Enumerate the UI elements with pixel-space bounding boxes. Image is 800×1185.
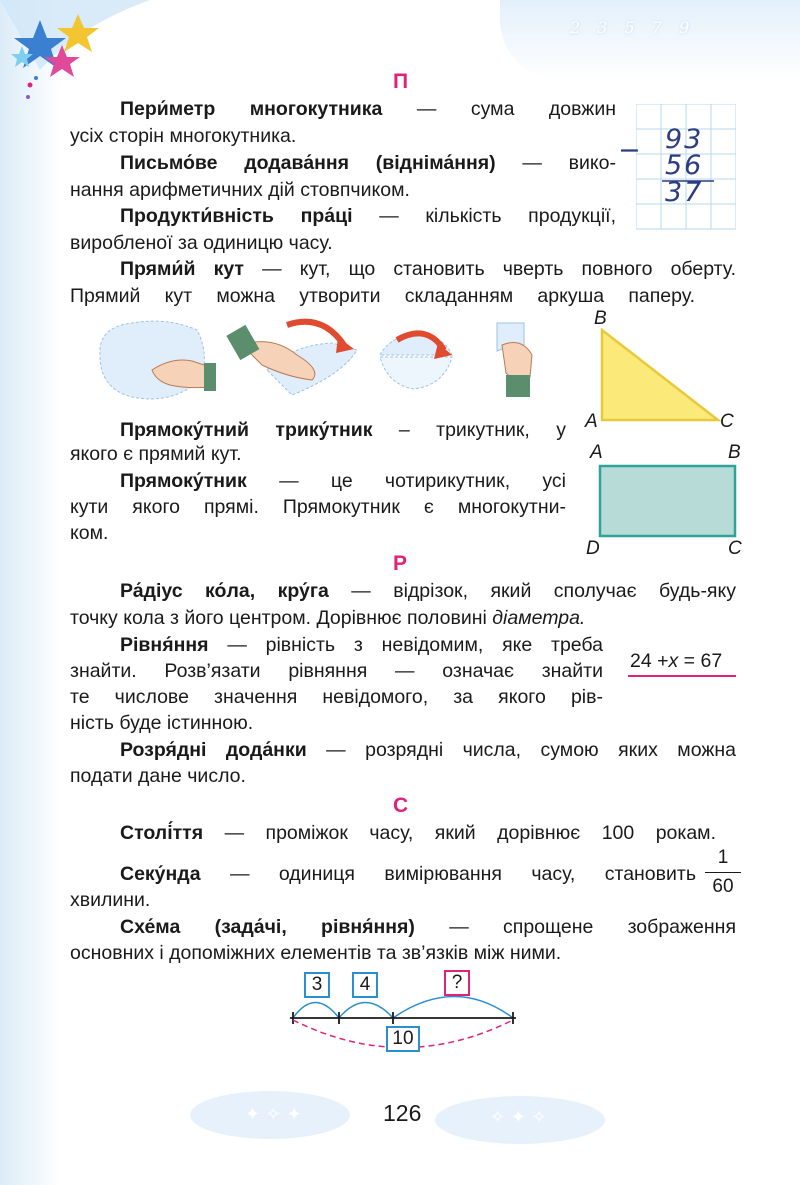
second-line-2: хвилини. bbox=[70, 889, 151, 911]
section-letter-p: П bbox=[393, 70, 409, 93]
rect-vertex-a: A bbox=[590, 442, 603, 463]
perimeter-line-1: Пери́метр многокутника — сума довжин bbox=[120, 98, 616, 120]
rectangle-line-3: ком. bbox=[70, 522, 109, 544]
section-letter-s: С bbox=[393, 794, 409, 817]
svg-text:✧ ✦ ✧: ✧ ✦ ✧ bbox=[490, 1107, 547, 1128]
difference: 37 bbox=[665, 177, 704, 208]
triangle-vertex-b: B bbox=[594, 308, 607, 329]
perimeter-term: Пери́метр многокутника bbox=[120, 98, 383, 120]
top-cloud-band bbox=[500, 0, 800, 80]
right-triangle-figure bbox=[590, 320, 730, 430]
addends-term: Розря́дні дода́нки bbox=[120, 739, 307, 761]
equation-underline bbox=[628, 675, 736, 677]
subtrahend: 56 bbox=[665, 150, 704, 181]
rect-vertex-d: D bbox=[586, 538, 600, 559]
radius-line-1: Ра́діус ко́ла, кру́га — відрізок, який сполучає будь-яку bbox=[120, 580, 736, 602]
second-term: Секу́нда bbox=[120, 863, 201, 885]
rectangle-figure bbox=[598, 464, 738, 538]
rect-vertex-c: C bbox=[728, 538, 742, 559]
section-letter-r: Р bbox=[393, 552, 408, 575]
equation-example: 24 +x = 67 bbox=[630, 650, 723, 672]
productivity-term: Продукти́вність пра́ці bbox=[120, 205, 353, 227]
equation-term: Рівня́ння bbox=[120, 634, 209, 656]
second-line-1: Секу́нда — одиниця вимірювання часу, становить bbox=[120, 863, 696, 885]
perimeter-line-2: усіх сторін многокутника. bbox=[70, 125, 297, 147]
right-angle-line-2: Прямий кут можна утворити складанням аркуша паперу. bbox=[70, 285, 695, 307]
addends-line-2: подати дане число. bbox=[70, 765, 246, 787]
century-line-1: Столі́ття — проміжок часу, який дорівнює 100 рокам. bbox=[120, 822, 717, 844]
minuend: 93 bbox=[665, 124, 704, 155]
scheme-box-4: 4 bbox=[352, 972, 378, 998]
century-term: Столі́ття bbox=[120, 822, 204, 844]
fraction-numerator: 1 bbox=[717, 847, 729, 868]
right-angle-term: Прями́й кут bbox=[120, 258, 244, 280]
equation-line-2: знайти. Розв’язати рівняння — означає знайти bbox=[70, 660, 603, 682]
productivity-line-2: виробленої за одиницю часу. bbox=[70, 232, 333, 254]
svg-text:✦ ✧ ✦: ✦ ✧ ✦ bbox=[245, 1104, 302, 1125]
fraction-denominator: 60 bbox=[712, 876, 734, 897]
radius-line-2: точку кола з його центром. Дорівнює половині діаметра. bbox=[70, 607, 586, 629]
scheme-box-3: 3 bbox=[304, 972, 330, 998]
equation-variable: x bbox=[668, 650, 679, 672]
right-angle-line-1: Прями́й кут — кут, що становить чверть повного оберту. bbox=[120, 258, 737, 280]
page-number: 126 bbox=[383, 1100, 422, 1126]
radius-term: Ра́діус ко́ла, кру́га bbox=[120, 580, 329, 602]
written-addition-line-1: Письмо́ве додава́ння (відніма́ння) — вико- bbox=[120, 152, 616, 174]
scheme-line-2: основних і допоміжних елементів та зв’язків між ними. bbox=[70, 942, 562, 964]
rectangle-term: Прямоку́тник bbox=[120, 470, 247, 492]
rect-vertex-b: B bbox=[728, 442, 741, 463]
addends-line-1: Розря́дні дода́нки — розрядні числа, сумою яких можна bbox=[120, 739, 736, 761]
equation-line-4: ність буде істинною. bbox=[70, 712, 254, 734]
scheme-box-unknown: ? bbox=[444, 970, 470, 996]
triangle-vertex-c: C bbox=[720, 411, 734, 432]
right-triangle-line-1: Прямоку́тний трику́тник – трикутник, у bbox=[120, 419, 566, 441]
right-triangle-term: Прямоку́тний трику́тник bbox=[120, 419, 373, 441]
decorative-numbers: 2 3 5 7 9 bbox=[570, 18, 696, 37]
written-addition-line-2: нання арифметичних дій стовпчиком. bbox=[70, 179, 410, 201]
minus-sign: − bbox=[618, 135, 643, 166]
written-addition-term: Письмо́ве додава́ння (відніма́ння) bbox=[120, 152, 496, 174]
diameter-word: діаметра. bbox=[492, 607, 586, 629]
paper-folding-illustration bbox=[92, 315, 552, 405]
column-subtraction bbox=[618, 104, 736, 239]
right-triangle-line-2: якого є прямий кут. bbox=[70, 443, 242, 465]
page-margin-gradient bbox=[0, 0, 60, 1185]
fraction-bar bbox=[705, 872, 741, 873]
scheme-term: Схе́ма (зада́чі, рівня́ння) bbox=[120, 916, 415, 938]
equation-line-3: те числове значення невідомого, за якого рів- bbox=[70, 686, 603, 708]
stars-decoration bbox=[0, 0, 210, 110]
triangle-vertex-a: A bbox=[585, 411, 598, 432]
scheme-box-total: 10 bbox=[386, 1026, 420, 1052]
fraction-one-sixtieth bbox=[705, 847, 741, 898]
rectangle-line-2: кути якого прямі. Прямокутник є многокутни- bbox=[70, 496, 566, 518]
scheme-line-1: Схе́ма (зада́чі, рівня́ння) — спрощене зображення bbox=[120, 916, 737, 938]
equation-line-1: Рівня́ння — рівність з невідомим, яке треба bbox=[120, 634, 603, 656]
rectangle-line-1: Прямоку́тник — це чотирикутник, усі bbox=[120, 470, 567, 492]
productivity-line-1: Продукти́вність пра́ці — кількість продукції, bbox=[120, 205, 616, 227]
